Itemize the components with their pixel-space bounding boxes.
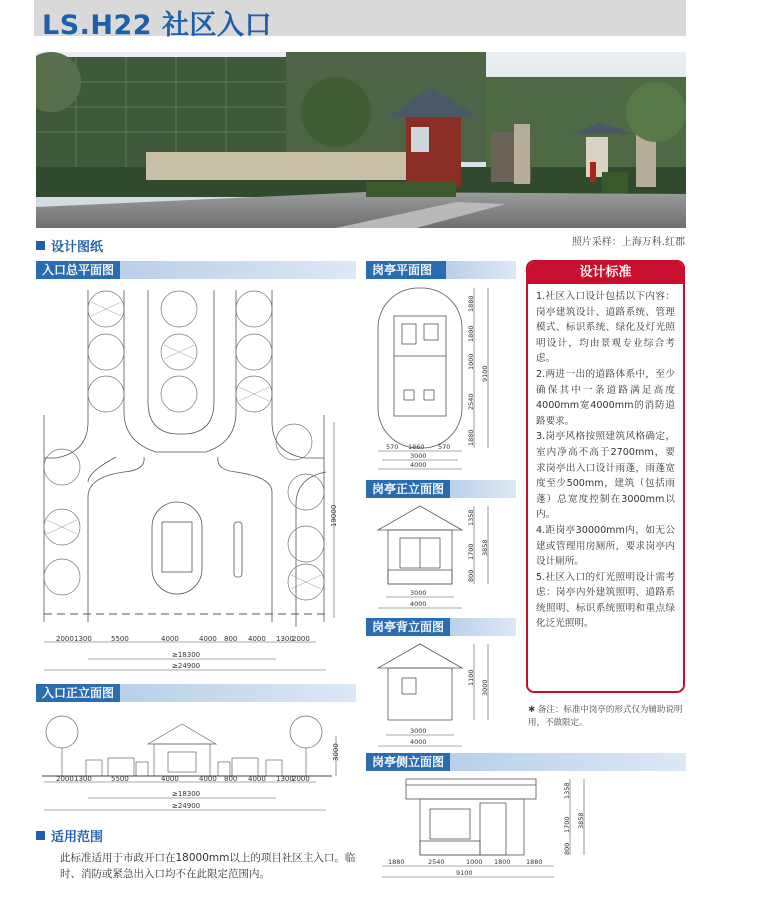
svg-text:2000: 2000 xyxy=(56,635,74,643)
photo-caption: 照片采样：上海万科.红郡 xyxy=(571,237,685,248)
page-title: LS.H22 社区入口 xyxy=(42,10,272,41)
svg-text:4000: 4000 xyxy=(199,635,217,643)
svg-text:4000: 4000 xyxy=(161,775,179,783)
svg-text:570: 570 xyxy=(386,443,399,451)
svg-text:4000: 4000 xyxy=(410,600,427,608)
svg-text:1880: 1880 xyxy=(388,858,405,866)
site-plan-drawing xyxy=(36,282,356,674)
svg-text:3858: 3858 xyxy=(577,812,585,829)
svg-text:2000: 2000 xyxy=(56,775,74,783)
svg-text:9100: 9100 xyxy=(481,365,489,382)
front-elevation-drawing xyxy=(36,706,356,814)
svg-text:2540: 2540 xyxy=(467,393,475,410)
svg-text:3000: 3000 xyxy=(410,727,427,735)
scope-text: 此标准适用于市政开口在18000mm以上的项目社区主入口。临时、消防或紧急出入口均不在此限定范围内。 xyxy=(60,852,356,880)
standard-item: 5.社区入口的灯光照明设计需考虑：岗亭内外建筑照明、道路系统照明、标识系统照明和重点绿化泛光照明。 xyxy=(536,571,675,630)
svg-text:1880: 1880 xyxy=(467,295,475,312)
svg-text:570: 570 xyxy=(438,443,451,451)
svg-text:4000: 4000 xyxy=(199,775,217,783)
svg-text:≥24900: ≥24900 xyxy=(172,802,201,810)
design-standards-list xyxy=(528,284,683,632)
svg-text:1300: 1300 xyxy=(74,775,92,783)
kiosk-plan-header: 岗亭平面图 xyxy=(366,261,516,279)
svg-text:4000: 4000 xyxy=(248,775,266,783)
kiosk-side-header: 岗亭侧立面图 xyxy=(366,753,686,771)
kiosk-front-header: 岗亭正立面图 xyxy=(366,480,516,498)
design-standards-title: 设计标准 xyxy=(528,262,683,284)
kiosk-front-drawing xyxy=(366,500,516,610)
standard-item: 2.两进一出的道路体系中，至少确保其中一条道路满足高度4000mm宽4000mm的消防道路要求。 xyxy=(536,368,675,427)
svg-text:1100: 1100 xyxy=(467,669,475,686)
svg-text:1000: 1000 xyxy=(467,353,475,370)
svg-text:1358: 1358 xyxy=(467,509,475,526)
front-elevation-header: 入口正立面图 xyxy=(36,684,356,702)
svg-text:≥18300: ≥18300 xyxy=(172,651,201,659)
svg-text:800: 800 xyxy=(467,569,475,582)
svg-text:2000: 2000 xyxy=(292,775,310,783)
design-standards-box xyxy=(526,260,685,693)
svg-text:3000: 3000 xyxy=(410,452,427,460)
svg-text:3000: 3000 xyxy=(481,679,489,696)
svg-text:1800: 1800 xyxy=(467,325,475,342)
design-drawings-heading: 设计图纸 xyxy=(36,236,103,255)
standard-item: 1.社区入口设计包括以下内容：岗亭建筑设计、道路系统、管理模式、标识系统、绿化及灯光照明设计，均由景观专业综合考虑。 xyxy=(536,291,675,365)
svg-text:1860: 1860 xyxy=(408,443,425,451)
svg-text:≥24900: ≥24900 xyxy=(172,662,201,670)
kiosk-back-drawing xyxy=(366,638,516,748)
svg-text:1300: 1300 xyxy=(74,635,92,643)
svg-text:3858: 3858 xyxy=(481,539,489,556)
svg-text:800: 800 xyxy=(224,635,238,643)
square-bullet-icon xyxy=(36,241,45,250)
entrance-photo xyxy=(36,52,686,228)
site-plan-header: 入口总平面图 xyxy=(36,261,356,279)
svg-text:3000: 3000 xyxy=(332,743,340,761)
svg-text:19000: 19000 xyxy=(330,504,338,527)
kiosk-back-header: 岗亭背立面图 xyxy=(366,618,516,636)
svg-text:1300: 1300 xyxy=(276,635,294,643)
svg-text:1700: 1700 xyxy=(467,543,475,560)
svg-text:4000: 4000 xyxy=(410,461,427,469)
svg-text:800: 800 xyxy=(224,775,238,783)
kiosk-side-drawing xyxy=(366,773,686,883)
kiosk-plan-drawing xyxy=(366,282,516,472)
svg-text:1358: 1358 xyxy=(563,782,571,799)
scope-heading: 适用范围 xyxy=(36,826,103,845)
svg-text:2540: 2540 xyxy=(428,858,445,866)
svg-text:≥18300: ≥18300 xyxy=(172,790,201,798)
svg-text:800: 800 xyxy=(563,842,571,855)
svg-text:3000: 3000 xyxy=(410,589,427,597)
svg-text:5500: 5500 xyxy=(111,775,129,783)
svg-text:5500: 5500 xyxy=(111,635,129,643)
svg-text:1000: 1000 xyxy=(466,858,483,866)
standards-note: ✱ 备注：标准中岗亭的形式仅为辅助说明用，不做限定。 xyxy=(528,705,683,728)
standard-item: 4.距岗亭30000mm内，如无公建或管理用房厕所，要求岗亭内设计厕所。 xyxy=(536,524,675,568)
svg-text:2000: 2000 xyxy=(292,635,310,643)
standard-item: 3.岗亭风格按照建筑风格确定，室内净高不高于2700mm，要求岗亭出入口设计雨蓬，雨蓬宽度至少500mm，建筑（包括雨蓬）总宽度控制在3000mm以内。 xyxy=(536,431,675,521)
svg-text:1300: 1300 xyxy=(276,775,294,783)
svg-text:1700: 1700 xyxy=(563,816,571,833)
svg-text:4000: 4000 xyxy=(410,738,427,746)
square-bullet-icon xyxy=(36,831,45,840)
svg-text:1800: 1800 xyxy=(494,858,511,866)
svg-text:4000: 4000 xyxy=(161,635,179,643)
svg-text:9100: 9100 xyxy=(456,869,473,877)
svg-text:4000: 4000 xyxy=(248,635,266,643)
svg-text:1880: 1880 xyxy=(467,429,475,446)
svg-text:1880: 1880 xyxy=(526,858,543,866)
